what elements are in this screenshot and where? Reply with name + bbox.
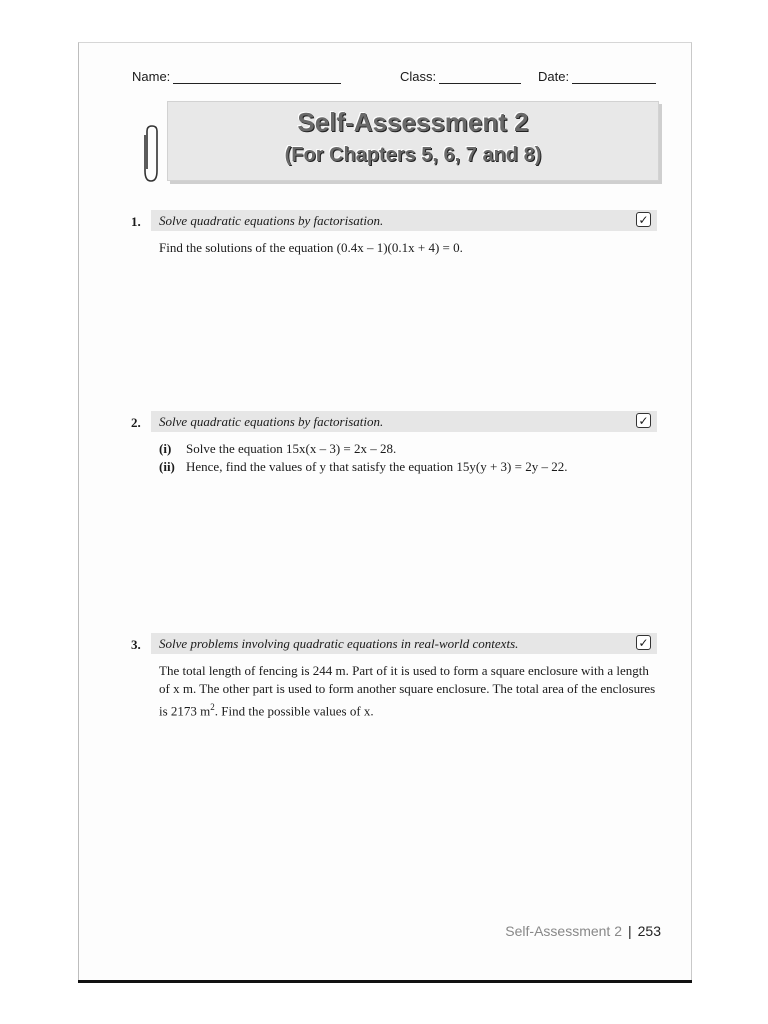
question-3-text — [159, 662, 659, 720]
question-3-body: The total length of fencing is 244 m. Part of it is used to form a square enclosure with a length of x m. The other part is used to form another square enclosure. The total area of the enclosures is 2173 m — [159, 663, 656, 719]
page-number: 253 — [637, 923, 661, 939]
class-line — [439, 71, 521, 84]
paperclip-icon — [139, 125, 161, 185]
date-line — [572, 71, 656, 84]
page-bottom-edge — [78, 980, 692, 983]
question-2-number: 2. — [131, 415, 141, 430]
question-part — [159, 458, 659, 476]
title-banner — [167, 101, 659, 181]
footer-separator: | — [628, 923, 632, 939]
question-3-number: 3. — [131, 637, 141, 652]
part-text: Solve the equation 15x(x – 3) = 2x – 28. — [186, 441, 397, 456]
question-2-objective — [151, 411, 657, 432]
class-label: Class: — [400, 69, 437, 84]
part-label: (ii) — [159, 459, 175, 474]
question-1-text: Find the solutions of the equation (0.4x – 1)(0.1x + 4) = 0. — [159, 240, 463, 255]
page-footer — [505, 923, 661, 939]
question-3-objective — [151, 633, 657, 654]
footer-section: Self-Assessment 2 — [505, 923, 622, 939]
question-1-objective — [151, 210, 657, 231]
objective-text: Solve quadratic equations by factorisation. — [159, 213, 384, 228]
question-3-body-end: . Find the possible values of x. — [214, 703, 374, 719]
part-text: Hence, find the values of y that satisfy the equation 15y(y + 3) = 2y – 22. — [186, 459, 568, 474]
date-label: Date: — [538, 69, 570, 84]
date-field — [538, 69, 656, 84]
checkbox-icon[interactable]: ✓ — [636, 212, 651, 227]
class-field — [400, 69, 521, 84]
name-line — [173, 71, 341, 84]
superscript: 2 — [210, 702, 215, 712]
question-part — [159, 440, 659, 458]
checkbox-icon[interactable]: ✓ — [636, 635, 651, 650]
part-label: (i) — [159, 441, 172, 456]
name-field — [132, 69, 341, 84]
student-info-row — [132, 69, 661, 87]
name-label: Name: — [132, 69, 171, 84]
objective-text: Solve problems involving quadratic equations in real-world contexts. — [159, 636, 519, 651]
checkbox-icon[interactable]: ✓ — [636, 413, 651, 428]
worksheet-page — [78, 42, 692, 983]
question-2-parts — [159, 440, 659, 476]
page-title: Self-Assessment 2 — [297, 107, 529, 137]
objective-text: Solve quadratic equations by factorisation. — [159, 414, 384, 429]
page-subtitle: (For Chapters 5, 6, 7 and 8) — [284, 144, 542, 166]
question-1-number: 1. — [131, 214, 141, 229]
